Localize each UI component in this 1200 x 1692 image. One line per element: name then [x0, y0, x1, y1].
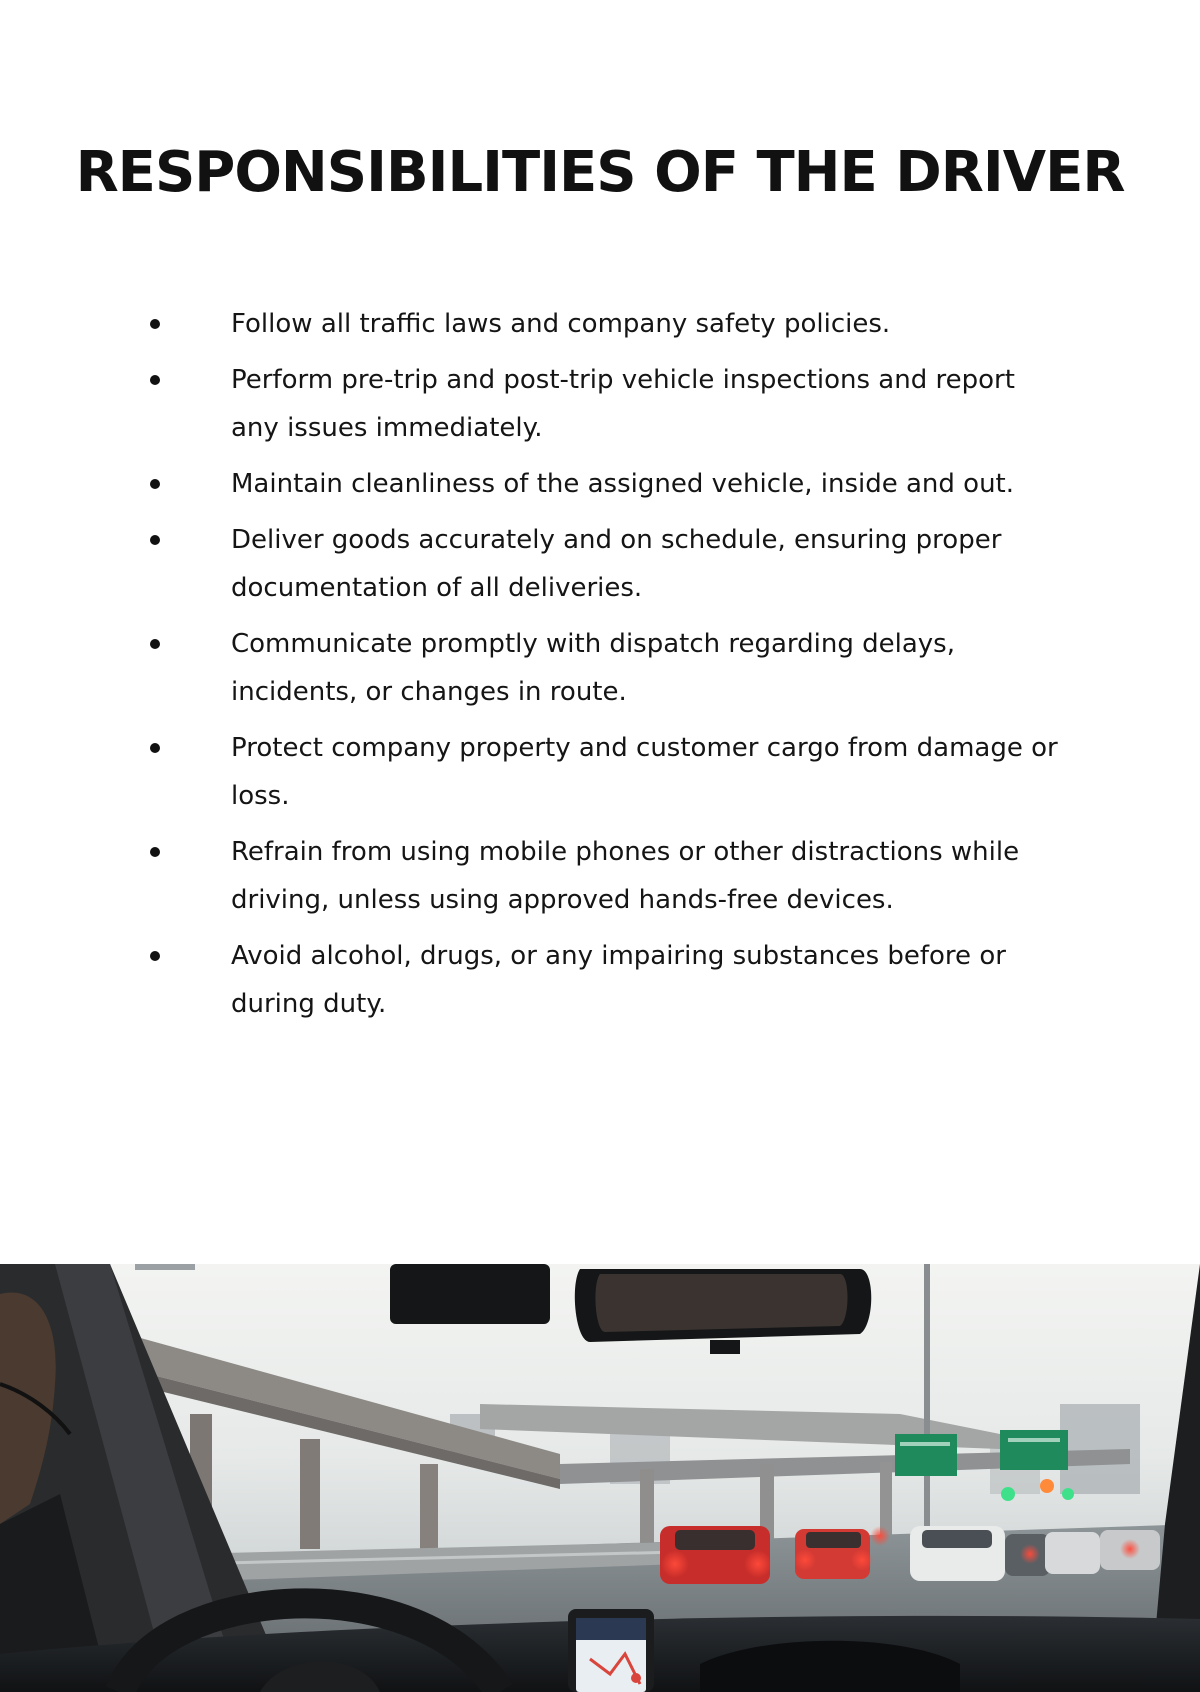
list-item — [0, 620, 1200, 716]
list-item-text: Communicate promptly with dispatch regarding delays, incidents, or changes in route. — [231, 629, 955, 707]
list-item — [0, 516, 1200, 612]
list-item-text: Deliver goods accurately and on schedule, ensuring proper documentation of all deliveries. — [231, 525, 1002, 603]
bullet-icon — [150, 535, 160, 545]
bullet-icon — [150, 743, 160, 753]
list-item-text: Follow all traffic laws and company safety policies. — [231, 309, 891, 339]
list-item-text: Maintain cleanliness of the assigned vehicle, inside and out. — [231, 469, 1015, 499]
list-item-text: Perform pre-trip and post-trip vehicle inspections and report any issues immediately. — [231, 365, 1015, 443]
driver-windshield-photo — [0, 1264, 1200, 1692]
bullet-icon — [150, 847, 160, 857]
list-item — [0, 300, 1200, 348]
list-item — [0, 460, 1200, 508]
list-item-text: Avoid alcohol, drugs, or any impairing substances before or during duty. — [231, 941, 1006, 1019]
list-item — [0, 828, 1200, 924]
bullet-icon — [150, 375, 160, 385]
bullet-icon — [150, 951, 160, 961]
page-title: RESPONSIBILITIES OF THE DRIVER — [75, 140, 1125, 205]
list-item-text: Protect company property and customer cargo from damage or loss. — [231, 733, 1058, 811]
list-item — [0, 356, 1200, 452]
list-item — [0, 932, 1200, 1028]
bullet-icon — [150, 479, 160, 489]
bullet-icon — [150, 319, 160, 329]
list-item-text: Refrain from using mobile phones or other distractions while driving, unless using approved hands-free devices. — [231, 837, 1020, 915]
bullet-icon — [150, 639, 160, 649]
responsibilities-list — [0, 300, 1200, 1036]
list-item — [0, 724, 1200, 820]
